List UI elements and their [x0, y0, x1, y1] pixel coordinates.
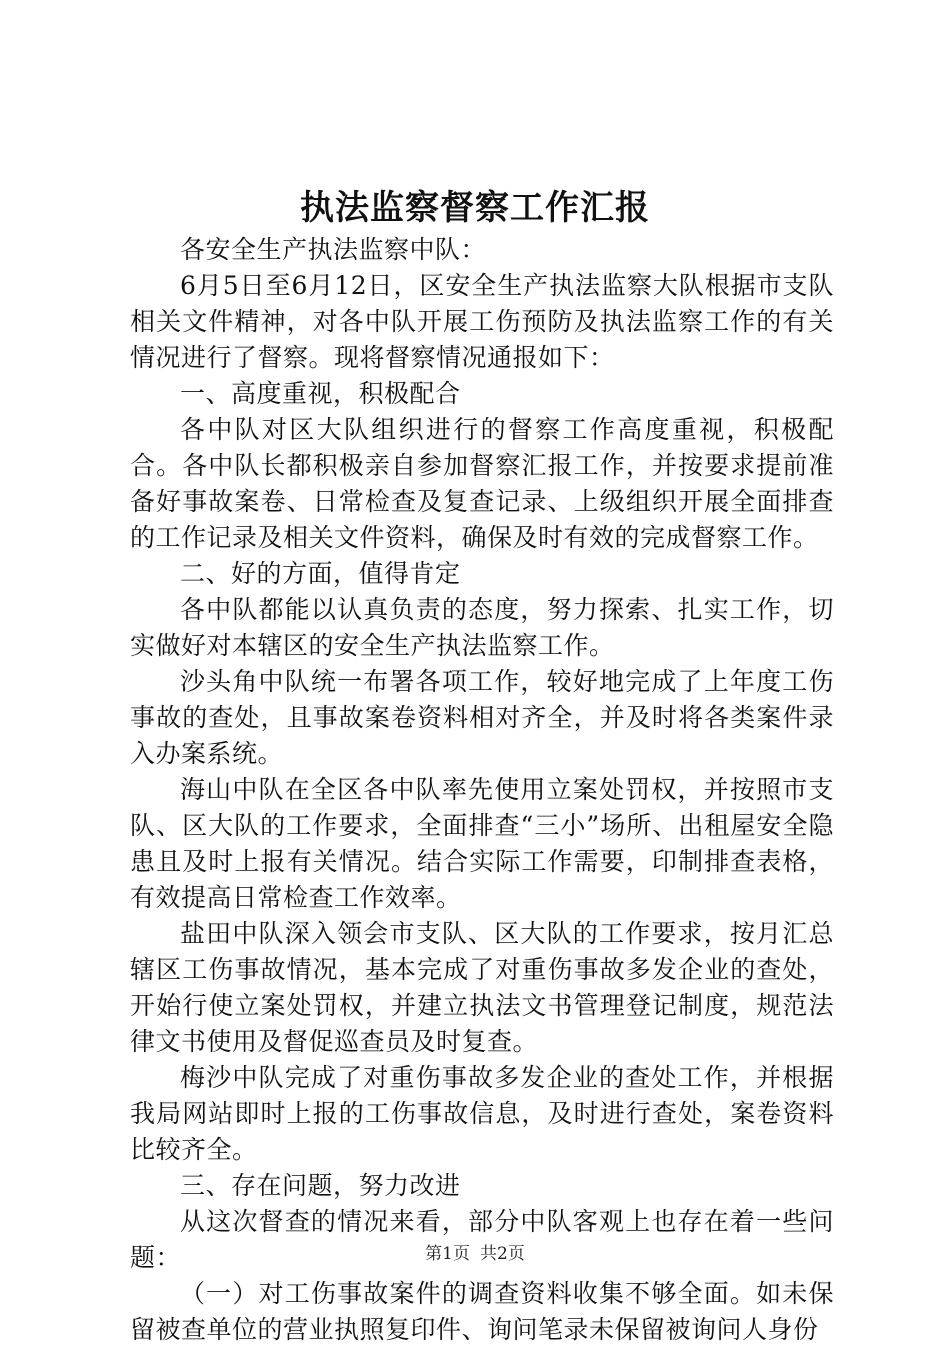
body-paragraph: 梅沙中队完成了对重伤事故多发企业的查处工作，并根据我局网站即时上报的工伤事故信息，及时进行查处，案卷资料比较齐全。 — [130, 1063, 834, 1164]
page-footer — [0, 1242, 950, 1266]
section-heading-3: 三、存在问题，努力改进 — [180, 1171, 461, 1200]
body-paragraph: （一）对工伤事故案件的调查资料收集不够全面。如未保留被查单位的营业执照复印件、询问笔录未保留被询问人身份 — [130, 1279, 834, 1344]
section-heading-1: 一、高度重视，积极配合 — [180, 379, 461, 408]
page-number-total: 共2页 — [480, 1244, 525, 1264]
document-title: 执法监察督察工作汇报 — [300, 188, 650, 228]
body-paragraph: 海山中队在全区各中队率先使用立案处罚权，并按照市支队、区大队的工作要求，全面排查“三小”场所、出租屋安全隐患且及时上报有关情况。结合实际工作需要，印制排查表格，有效提高日常检查工作效率。 — [130, 775, 834, 912]
body-paragraph: 沙头角中队统一布署各项工作，较好地完成了上年度工伤事故的查处，且事故案卷资料相对齐全，并及时将各类案件录入办案系统。 — [130, 667, 834, 768]
body-paragraph: 各中队都能以认真负责的态度，努力探索、扎实工作，切实做好对本辖区的安全生产执法监察工作。 — [130, 595, 834, 660]
body-paragraph: 从这次督查的情况来看，部分中队客观上也存在着一些问题： — [130, 1207, 834, 1272]
section-heading-2: 二、好的方面，值得肯定 — [180, 559, 461, 588]
salutation: 各安全生产执法监察中队： — [180, 235, 487, 264]
intro-paragraph: 6月5日至6月12日，区安全生产执法监察大队根据市支队相关文件精神，对各中队开展工伤预防及执法监察工作的有关情况进行了督察。现将督察情况通报如下： — [130, 271, 834, 372]
page-number-current: 第1页 — [425, 1244, 470, 1264]
body-paragraph: 盐田中队深入领会市支队、区大队的工作要求，按月汇总辖区工伤事故情况，基本完成了对重伤事故多发企业的查处，开始行使立案处罚权，并建立执法文书管理登记制度，规范法律文书使用及督促巡查员及时复查。 — [130, 919, 834, 1056]
document-body — [130, 232, 834, 1348]
body-paragraph: 各中队对区大队组织进行的督察工作高度重视，积极配合。各中队长都积极亲自参加督察汇报工作，并按要求提前准备好事故案卷、日常检查及复查记录、上级组织开展全面排查的工作记录及相关文件资料，确保及时有效的完成督察工作。 — [130, 415, 834, 552]
